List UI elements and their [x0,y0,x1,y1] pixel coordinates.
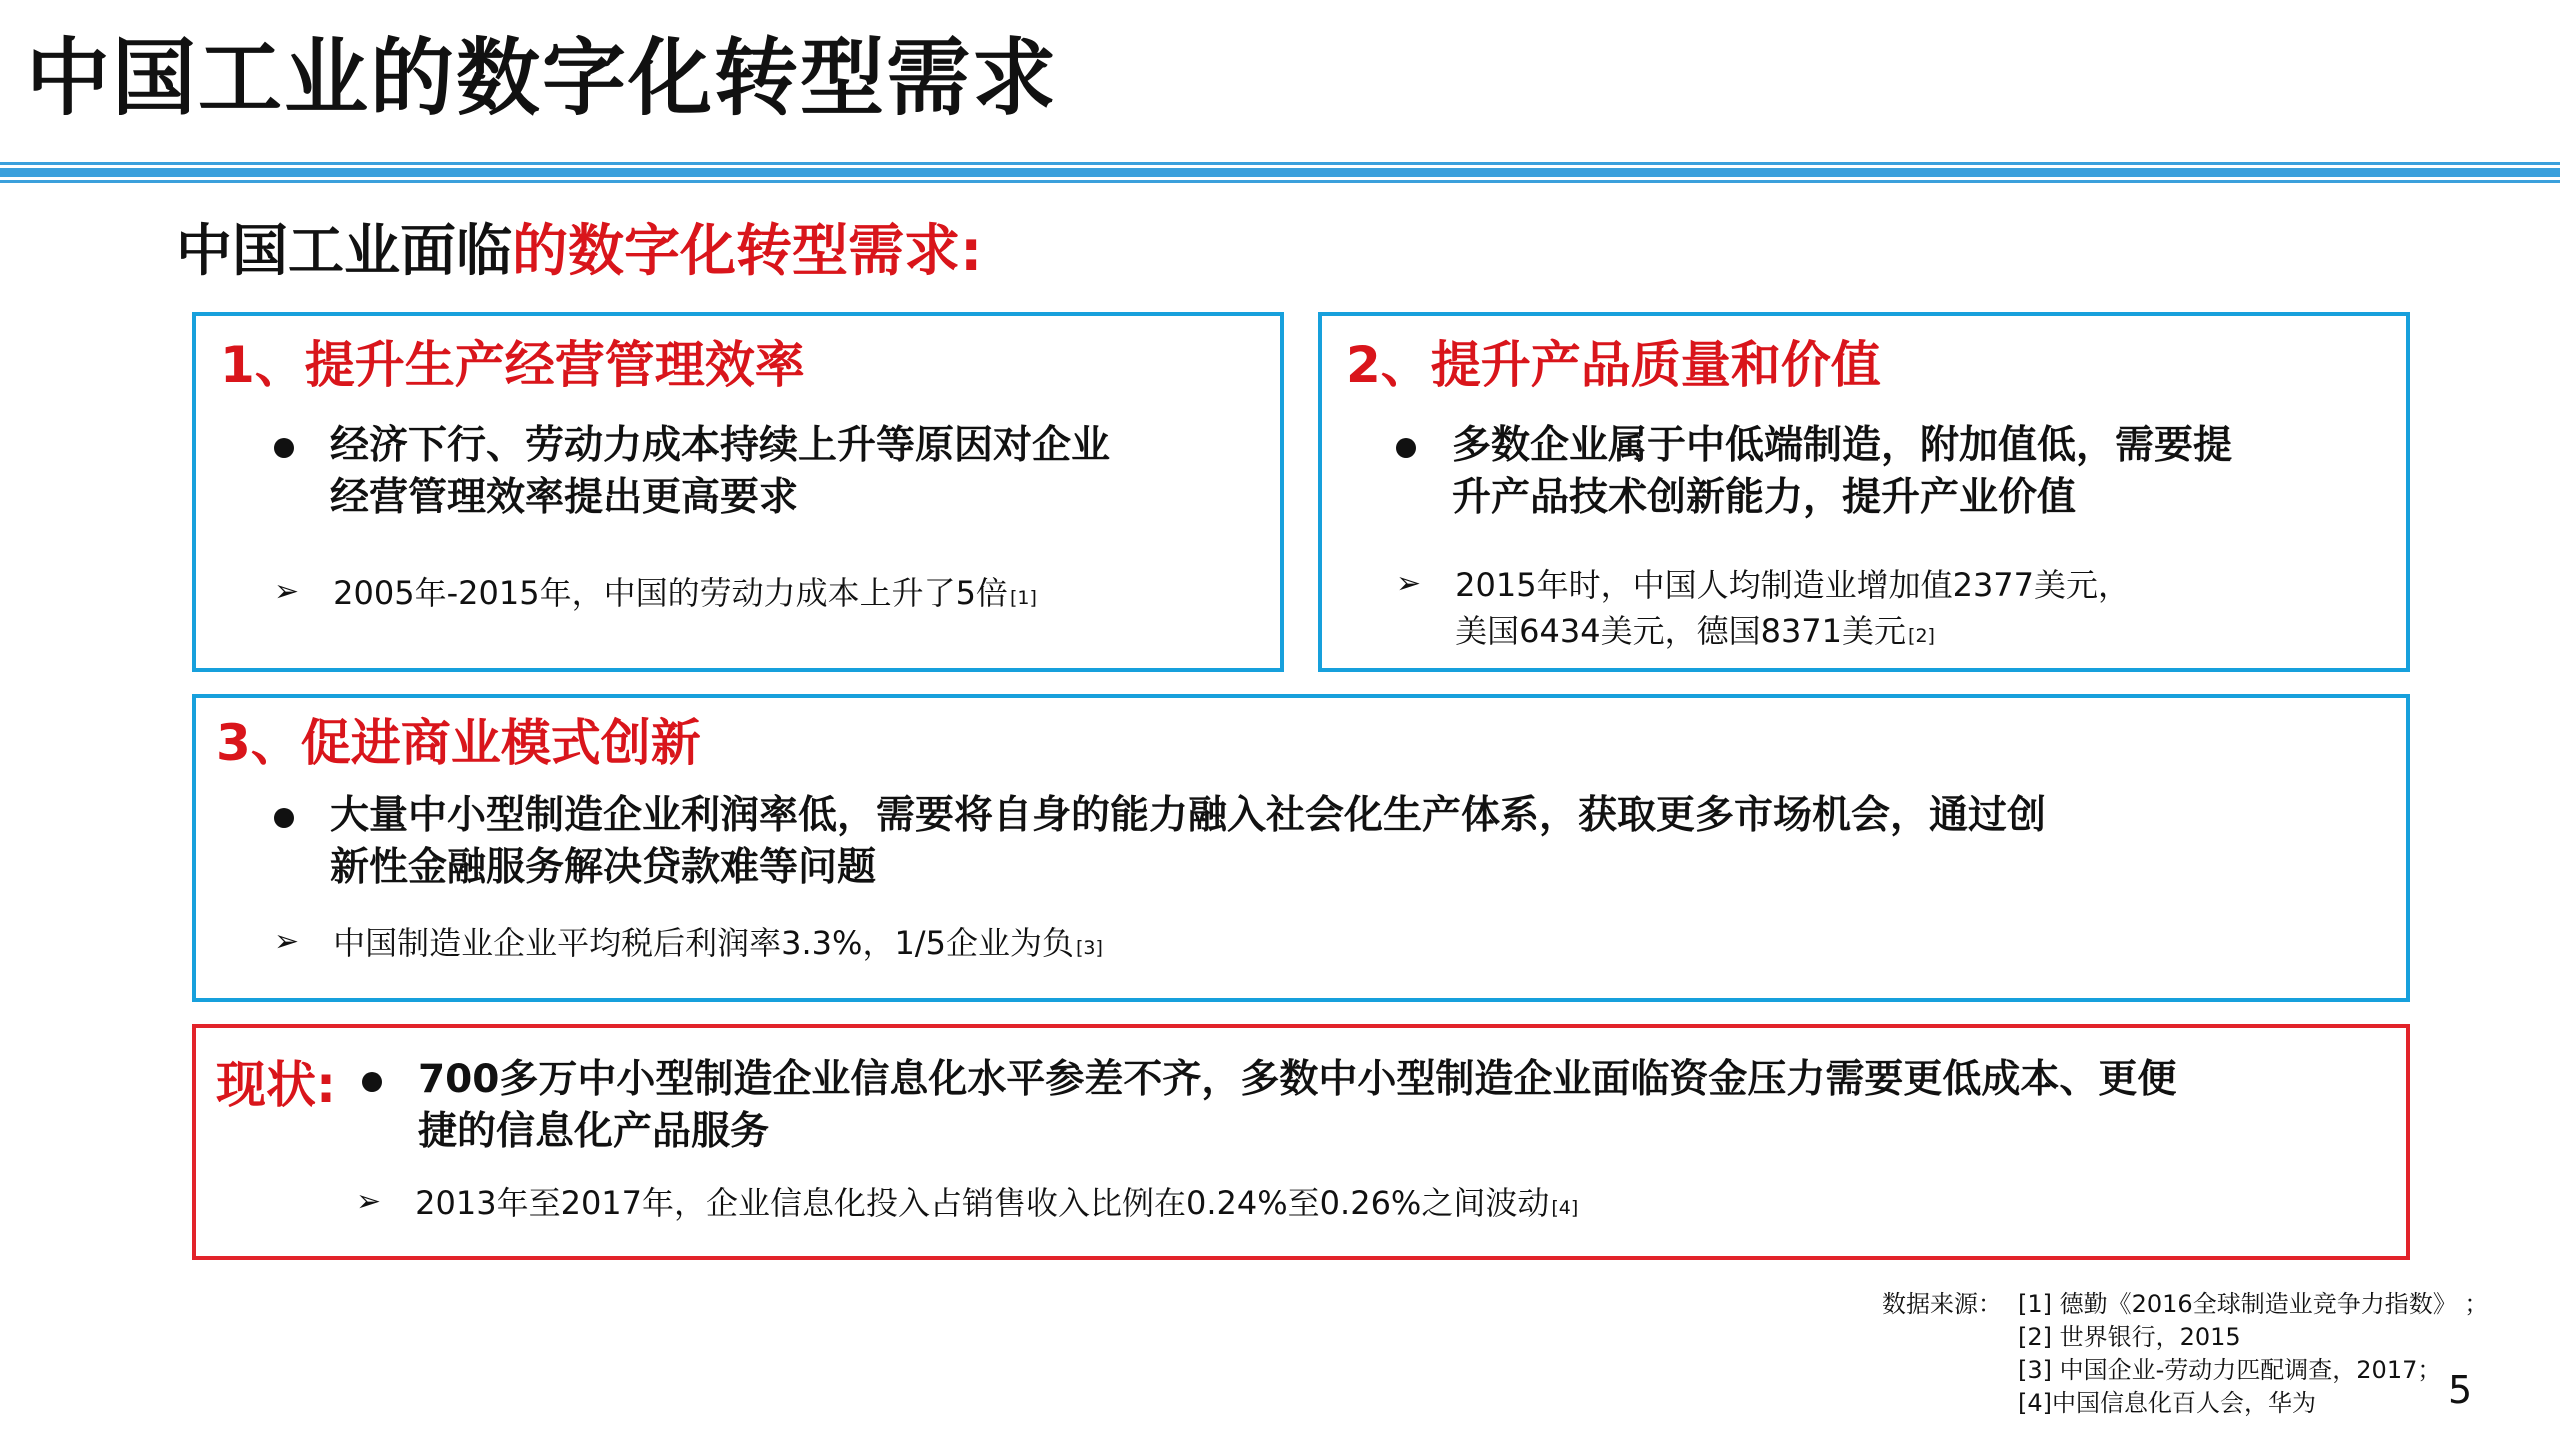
box-efficiency-bullet [274,420,1254,524]
sources-list [2018,1288,2488,1420]
subpoint-text: 2013年至2017年，企业信息化投入占销售收入比例在0.24%至0.26%之间波动 [415,1184,1550,1222]
subpoint-line: 美国6434美元，德国8371美元 [1455,612,1907,650]
box-efficiency [192,312,1284,672]
bullet-line: 捷的信息化产品服务 [418,1109,770,1154]
arrowhead-right-icon: ➢ [356,1184,382,1219]
status-subpoint [356,1180,2386,1231]
box-business-model-subpoint [274,920,2374,971]
subtitle-highlight: 的数字化转型需求: [512,219,983,284]
bullet-line: 多数企业属于中低端制造，附加值低，需要提 [1452,423,2233,468]
bullet-line: 大量中小型制造企业利润率低，需要将自身的能力融入社会化生产体系，获取更多市场机会，通过创 [330,793,2047,838]
bullet-line: 新性金融服务解决贷款难等问题 [330,845,877,890]
arrowhead-right-icon: ➢ [274,574,300,609]
source-item: [4]中国信息化百人会，华为 [2018,1389,2316,1417]
bullet-dot-icon [274,808,294,828]
source-item: [2] 世界银行，2015 [2018,1323,2241,1351]
box-quality [1318,312,2410,672]
title-divider-thick [0,168,2560,177]
status-label: 现状: [216,1056,336,1114]
section-subtitle [176,212,982,292]
reference-marker: [2] [1908,625,1935,647]
bullet-dot-icon [362,1072,382,1092]
sources-label: 数据来源： [1882,1290,2002,1318]
subpoint-text: 中国制造业企业平均税后利润率3.3%，1/5企业为负 [333,924,1074,962]
title-divider-thin-top [0,162,2560,165]
subpoint-text: 2005年-2015年，中国的劳动力成本上升了5倍 [333,574,1008,612]
source-item: [1] 德勤《2016全球制造业竞争力指数》 ； [2018,1290,2489,1318]
subtitle-prefix: 中国工业面临 [176,219,512,284]
box-business-model-heading: 3、促进商业模式创新 [216,714,701,772]
reference-marker: [1] [1009,587,1037,609]
box-quality-heading: 2、提升产品质量和价值 [1346,336,1881,394]
bullet-line: 经营管理效率提出更高要求 [330,475,799,520]
box-quality-bullet [1396,420,2386,524]
box-efficiency-heading: 1、提升生产经营管理效率 [220,336,805,394]
bullet-line: 经济下行、劳动力成本持续上升等原因对企业 [330,423,1111,468]
page-number: 5 [2448,1368,2473,1412]
box-status [192,1024,2410,1260]
box-business-model [192,694,2410,1002]
bullet-dot-icon [274,438,294,458]
box-business-model-bullet [274,790,2374,894]
status-bullet [362,1054,2392,1158]
title-divider-thin-bottom [0,180,2560,183]
bullet-line: 700多万中小型制造企业信息化水平参差不齐，多数中小型制造企业面临资金压力需要更低成本、更便 [418,1057,2177,1102]
box-efficiency-subpoint [274,570,1254,621]
source-item: [3] 中国企业-劳动力匹配调查，2017； [2018,1356,2442,1384]
reference-marker: [3] [1075,937,1103,959]
box-quality-subpoint [1396,562,2386,659]
reference-marker: [4] [1551,1197,1579,1219]
arrowhead-right-icon: ➢ [1396,566,1422,601]
bullet-line: 升产品技术创新能力，提升产业价值 [1452,475,2077,520]
bullet-dot-icon [1396,438,1416,458]
arrowhead-right-icon: ➢ [274,924,300,959]
page-title: 中国工业的数字化转型需求 [26,29,1059,127]
subpoint-line: 2015年时，中国人均制造业增加值2377美元， [1455,566,2131,604]
